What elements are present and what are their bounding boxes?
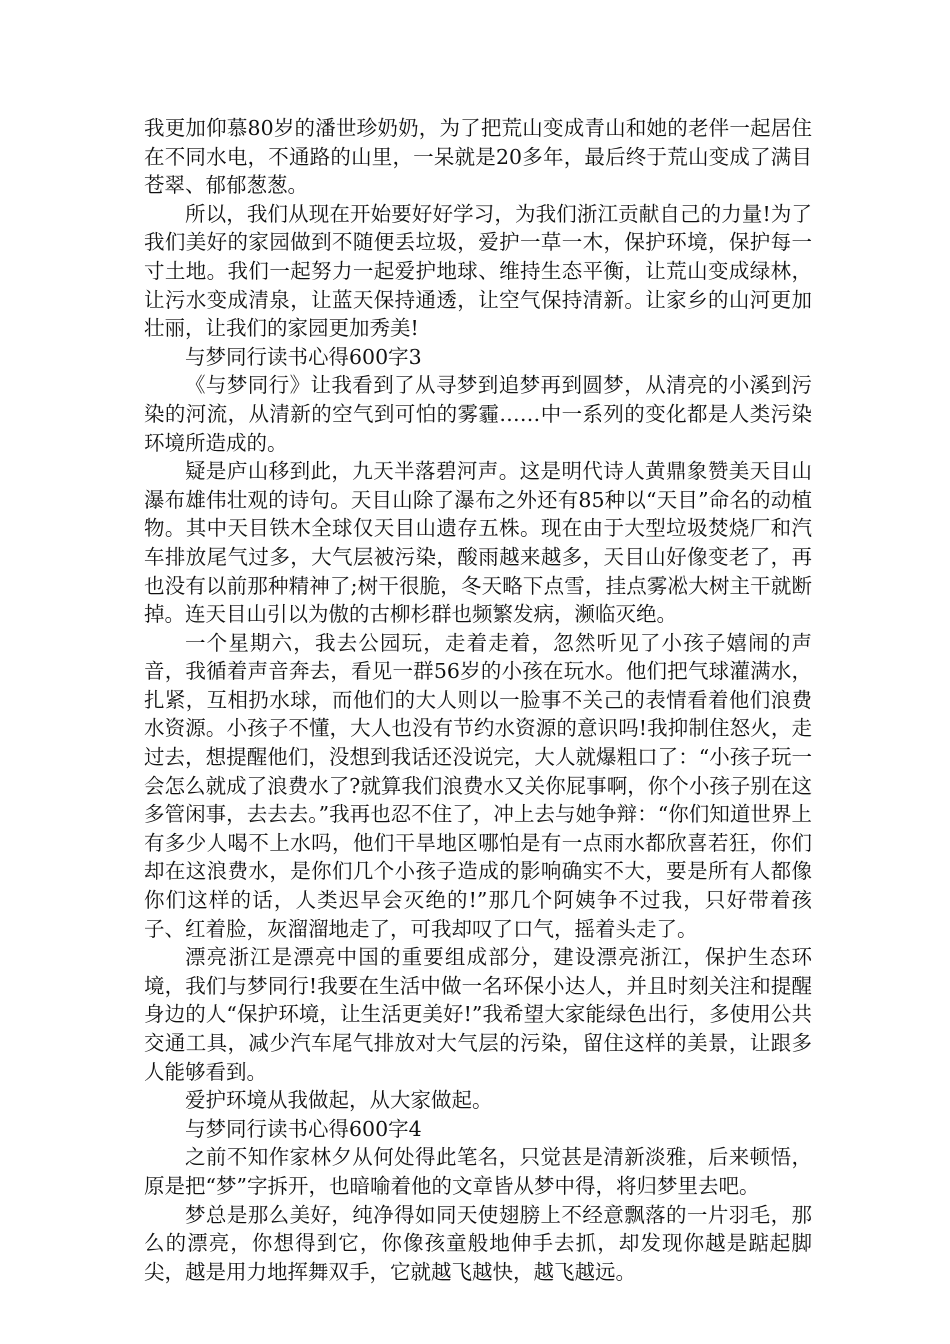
paragraph: 爱护环境从我做起，从大家做起。 <box>185 1088 493 1113</box>
section-heading: 与梦同行读书心得600字4 <box>185 1116 422 1141</box>
paragraph-continued: 我更加仰慕80岁的潘世珍奶奶，为了把荒山变成青山和她的老伴一起居住在不同水电，不通路的山里，一呆就是20多年，最后终于荒山变成了满目苍翠、郁郁葱葱。 <box>144 116 812 198</box>
section-heading: 与梦同行读书心得600字3 <box>185 344 422 369</box>
paragraph: 漂亮浙江是漂亮中国的重要组成部分，建设漂亮浙江，保护生态环境，我们与梦同行!我要在生活中做一名环保小达人，并且时刻关注和提醒身边的人“保护环境，让生活更美好!”我希望大家能绿色出行，多使用公共交通工具，减少汽车尾气排放对大气层的污染，留住这样的美景，让跟多人能够看到。 <box>144 945 812 1084</box>
paragraph: 一个星期六，我去公园玩，走着走着，忽然听见了小孩子嬉闹的声音，我循着声音奔去，看见一群56岁的小孩在玩水。他们把气球灌满水，扎紧，互相扔水球，而他们的大人则以一脸事不关己的表情看着他们浪费水资源。小孩子不懂，大人也没有节约水资源的意识吗!我抑制住怒火，走过去，想提醒他们，没想到我话还没说完，大人就爆粗口了：“小孩子玩一会怎么就成了浪费水了?就算我们浪费水又关你屁事啊，你个小孩子别在这多管闲事，去去去。”我再也忍不住了，冲上去与她争辩：“你们知道世界上有多少人喝不上水吗，他们干旱地区哪怕是有一点雨水都欣喜若狂，你们却在这浪费水，是你们几个小孩子造成的影响确实不大，要是所有人都像你们这样的话，人类迟早会灭绝的!”那几个阿姨争不过我，只好带着孩子、红着脸，灰溜溜地走了，可我却叹了口气，摇着头走了。 <box>144 630 812 941</box>
paragraph: 所以，我们从现在开始要好好学习，为我们浙江贡献自己的力量!为了我们美好的家园做到不随便丢垃圾，爱护一草一木，保护环境，保护每一寸土地。我们一起努力一起爱护地球、维持生态平衡，让荒山变成绿林，让污水变成清泉，让蓝天保持通透，让空气保持清新。让家乡的山河更加壮丽，让我们的家园更加秀美! <box>144 201 812 341</box>
paragraph: 《与梦同行》让我看到了从寻梦到追梦再到圆梦，从清亮的小溪到污染的河流，从清新的空气到可怕的雾霾……中一系列的变化都是人类污染环境所造成的。 <box>144 373 812 455</box>
document-page <box>144 114 812 1286</box>
paragraph: 梦总是那么美好，纯净得如同天使翅膀上不经意飘落的一片羽毛，那么的漂亮，你想得到它，你像孩童般地伸手去抓，却发现你越是踮起脚尖，越是用力地挥舞双手，它就越飞越快，越飞越远。 <box>144 1202 812 1284</box>
paragraph: 疑是庐山移到此，九天半落碧河声。这是明代诗人黄鼎象赞美天目山瀑布雄伟壮观的诗句。天目山除了瀑布之外还有85种以“天目”命名的动植物。其中天目铁木全球仅天目山遗存五株。现在由于大型垃圾焚烧厂和汽车排放尾气过多，大气层被污染，酸雨越来越多，天目山好像变老了，再也没有以前那种精神了;树干很脆，冬天略下点雪，挂点雾凇大树主干就断掉。连天目山引以为傲的古柳杉群也频繁发病，濒临灭绝。 <box>144 459 812 627</box>
paragraph: 之前不知作家林夕从何处得此笔名，只觉甚是清新淡雅，后来顿悟，原是把“梦”字拆开，也暗喻着他的文章皆从梦中得，将归梦里去吧。 <box>144 1145 812 1198</box>
